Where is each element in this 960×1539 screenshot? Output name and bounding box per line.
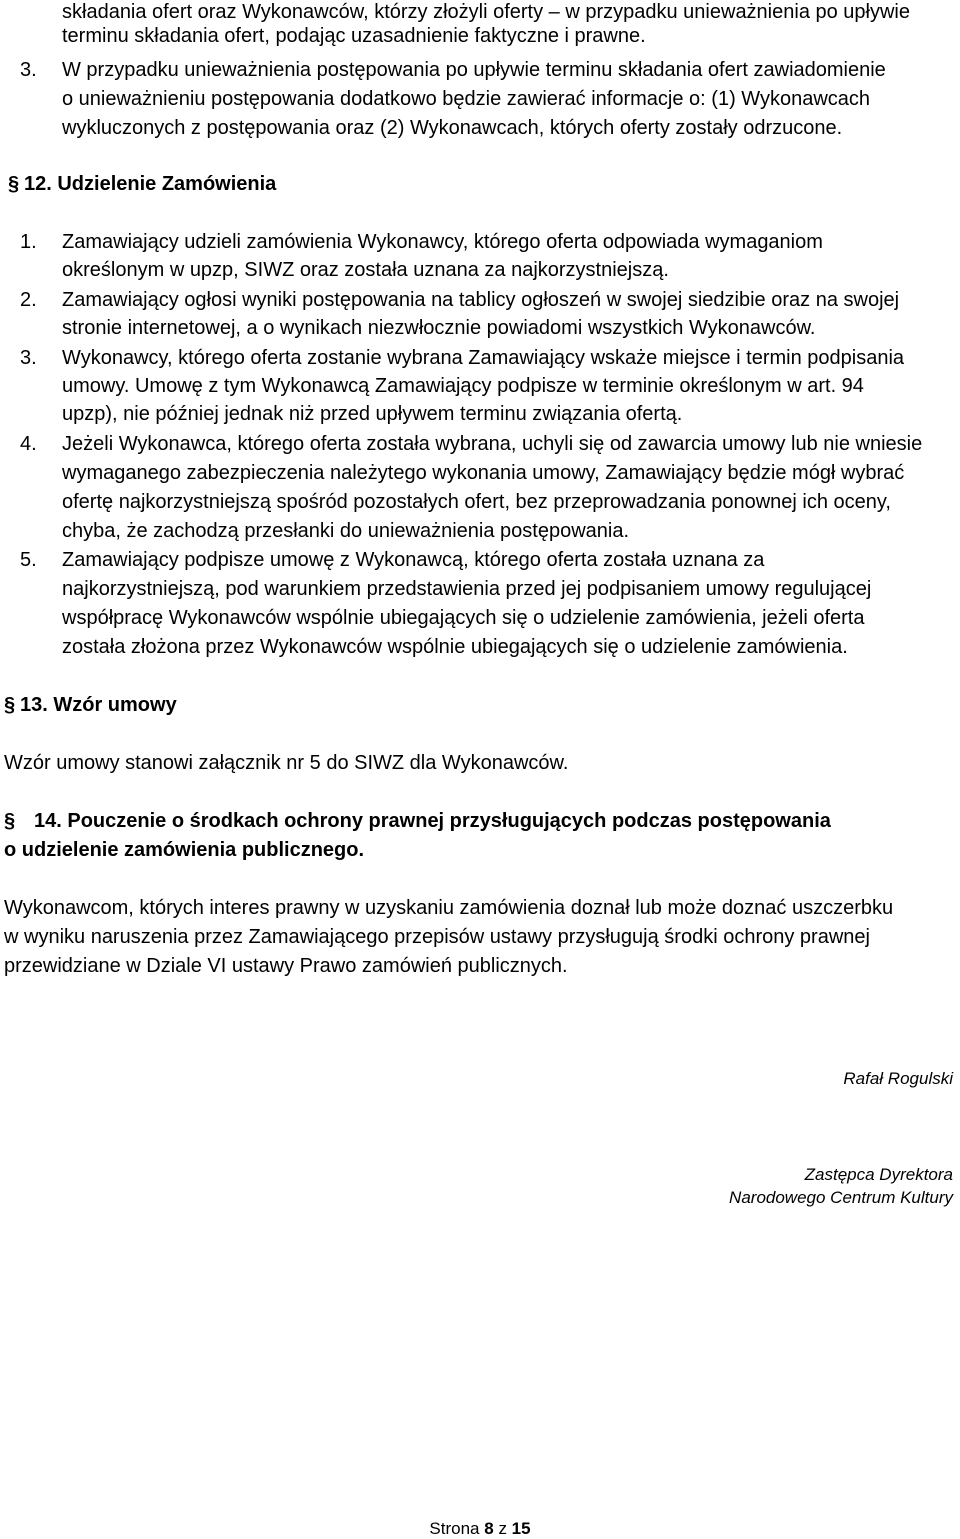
text-line: Zamawiający ogłosi wyniki postępowania na tablicy ogłoszeń w swojej siedzibie oraz na swojej [62,289,900,311]
section-title: 12. Udzielenie Zamówienia [24,173,277,195]
text-line: ofertę najkorzystniejszą spośród pozostałych ofert, bez przeprowadzania ponownej ich oceny, [62,491,891,513]
list-number: 4. [20,433,37,455]
signature-role: Zastępca Dyrektora [804,1165,953,1184]
list-number: 5. [20,549,37,571]
text-line: upzp), nie później jednak niż przed upływem terminu związania ofertą. [62,403,683,425]
text-line: stronie internetowej, a o wynikach niezwłocznie powiadomi wszystkich Wykonawców. [62,317,816,339]
text-line: Zamawiający podpisze umowę z Wykonawcą, którego oferta została uznana za [62,549,765,571]
page-footer [0,1519,960,1539]
text-line: określonym w upzp, SIWZ oraz została uznana za najkorzystniejszą. [62,259,669,281]
section-symbol: § [4,810,16,832]
text-line: Jeżeli Wykonawca, którego oferta została wybrana, uchyli się od zawarcia umowy lub nie wniesie [62,433,923,455]
text-line: Zamawiający udzieli zamówienia Wykonawcy, którego oferta odpowiada wymaganiom [62,231,823,253]
text-line: składania ofert oraz Wykonawców, którzy złożyli oferty – w przypadku unieważnienia po upływie [62,1,910,23]
page-total: 15 [511,1519,531,1538]
signature-role: Narodowego Centrum Kultury [729,1188,953,1207]
section-symbol: § [4,694,16,716]
list-number: 1. [20,231,37,253]
list-number: 2. [20,289,37,311]
text-line: chyba, że zachodzą przesłanki do unieważnienia postępowania. [62,520,630,542]
text-line: o unieważnieniu postępowania dodatkowo będzie zawierać informacje o: (1) Wykonawcach [62,88,871,110]
text-line: Wykonawcy, którego oferta zostanie wybrana Zamawiający wskaże miejsce i termin podpisania [62,347,905,369]
list-number: 3. [20,59,37,81]
text-line: została złożona przez Wykonawców wspólnie ubiegających się o udzielenie zamówienia. [62,636,848,658]
text-line: wykluczonych z postępowania oraz (2) Wykonawcach, których oferty zostały odrzucone. [62,117,843,139]
text-line: W przypadku unieważnienia postępowania po upływie terminu składania ofert zawiadomienie [62,59,886,81]
section-title: 14. Pouczenie o środkach ochrony prawnej przysługujących podczas postępowania [34,810,831,832]
page-sep: z [498,1519,507,1538]
text-line: współpracę Wykonawców wspólnie ubiegających się o udzielenie zamówienia, jeżeli oferta [62,607,865,629]
page-label: Strona [429,1519,480,1538]
text-line: umowy. Umowę z tym Wykonawcą Zamawiający podpisze w terminie określonym w art. 94 [62,375,864,397]
text-line: wymaganego zabezpieczenia należytego wykonania umowy, Zamawiający będzie mógł wybrać [62,462,905,484]
text-line: w wyniku naruszenia przez Zamawiającego przepisów ustawy przysługują środki ochrony prawnej [4,926,870,948]
section-title: 13. Wzór umowy [20,694,177,716]
section-title: o udzielenie zamówienia publicznego. [4,839,365,861]
list-number: 3. [20,347,37,369]
section-symbol: § [8,173,20,195]
text-line: terminu składania ofert, podając uzasadnienie faktyczne i prawne. [62,25,646,47]
text-line: Wykonawcom, których interes prawny w uzyskaniu zamówienia doznał lub może doznać uszczerbku [4,897,894,919]
signature-name: Rafał Rogulski [843,1069,953,1088]
page-current: 8 [484,1519,494,1538]
text-line: przewidziane w Dziale VI ustawy Prawo zamówień publicznych. [4,955,568,977]
text-line: najkorzystniejszą, pod warunkiem przedstawienia przed jej podpisaniem umowy regulującej [62,578,872,600]
text-line: Wzór umowy stanowi załącznik nr 5 do SIWZ dla Wykonawców. [4,752,569,774]
